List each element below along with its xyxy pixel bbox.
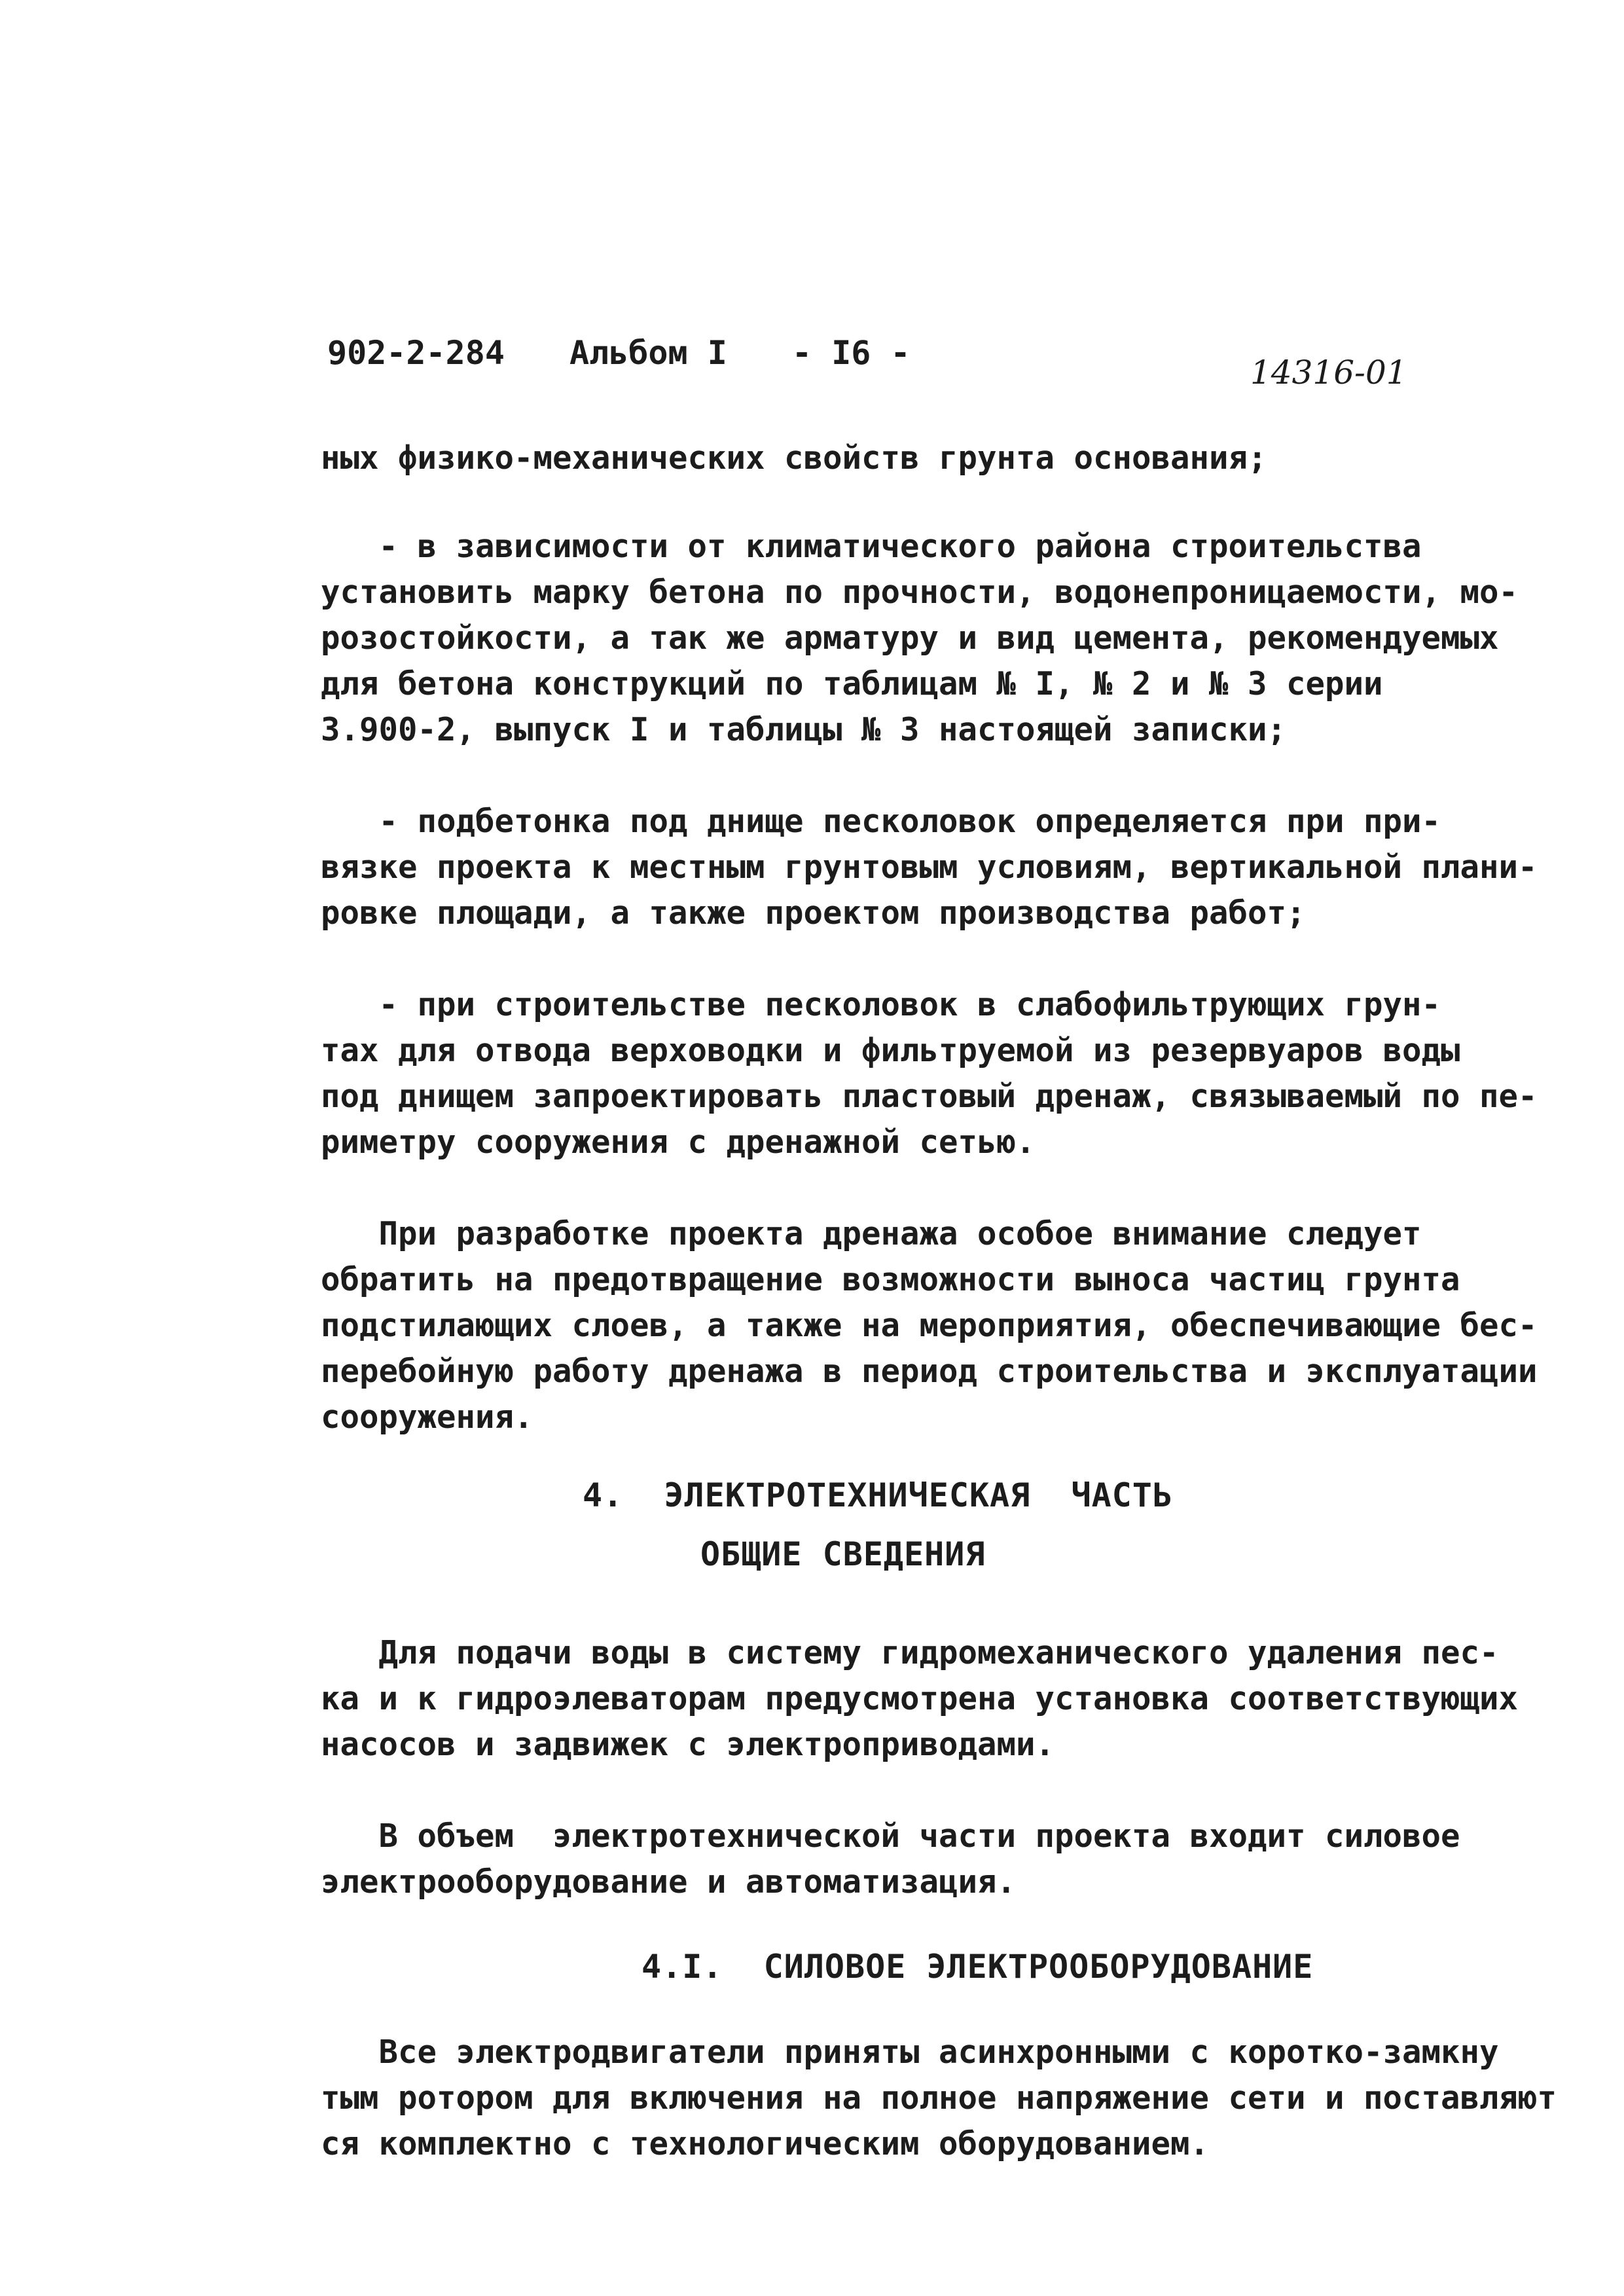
text-line: 3.900-2, выпуск I и таблицы № 3 настоящей записки; xyxy=(321,711,1287,748)
doc-code: 902-2-284 xyxy=(327,334,505,372)
text-line: тым ротором для включения на полное напряжение сети и поставляют xyxy=(321,2079,1557,2117)
text-line: электрооборудование и автоматизация. xyxy=(321,1863,1017,1901)
text-line: перебойную работу дренажа в период строительства и эксплуатации xyxy=(321,1353,1538,1390)
text-line: для бетона конструкций по таблицам № I, № 2 и № 3 серии xyxy=(321,665,1383,702)
section-heading: 4.I. СИЛОВОЕ ЭЛЕКТРООБОРУДОВАНИЕ xyxy=(641,1948,1314,1986)
text-line: В объем электротехнической части проекта входит силовое xyxy=(321,1817,1460,1855)
text-line: - при строительстве песколовок в слабофильтрующих грун- xyxy=(321,986,1441,1023)
text-line: установить марку бетона по прочности, водонепроницаемости, мо- xyxy=(321,574,1519,611)
text-line: розостойкости, а так же арматуру и вид цемента, рекомендуемых xyxy=(321,619,1499,657)
text-line: - в зависимости от климатического района строительства xyxy=(321,528,1422,565)
text-line: подстилающих слоев, а также на мероприятия, обеспечивающие бес- xyxy=(321,1307,1538,1344)
text-line: Для подачи воды в систему гидромеханического удаления пес- xyxy=(321,1634,1499,1671)
text-line: ровке площади, а также проектом производства работ; xyxy=(321,894,1306,932)
text-line: - подбетонка под днище песколовок определяется при при- xyxy=(321,803,1441,840)
text-line: При разработке проекта дренажа особое внимание следует xyxy=(321,1215,1422,1252)
text-line: сооружения. xyxy=(321,1398,533,1436)
text-line: ся комплектно с технологическим оборудованием. xyxy=(321,2125,1210,2162)
album-label: Альбом I xyxy=(569,334,727,372)
text-line: ных физико-механических свойств грунта основания; xyxy=(321,439,1267,477)
text-line: ка и к гидроэлеваторам предусмотрена установка соответствующих xyxy=(321,1680,1519,1717)
text-line: обратить на предотвращение возможности выноса частиц грунта xyxy=(321,1261,1460,1298)
subsection-heading: ОБЩИЕ СВЕДЕНИЯ xyxy=(700,1535,986,1573)
text-line: под днищем запроектировать пластовый дренаж, связываемый по пе- xyxy=(321,1078,1538,1115)
text-line: риметру сооружения с дренажной сетью. xyxy=(321,1123,1036,1161)
text-line: насосов и задвижек с электроприводами. xyxy=(321,1726,1055,1763)
text-line: Все электродвигатели приняты асинхронными с коротко-замкну xyxy=(321,2033,1499,2071)
page-number: - I6 - xyxy=(792,334,911,372)
section-heading: 4. ЭЛЕКТРОТЕХНИЧЕСКАЯ ЧАСТЬ xyxy=(583,1476,1173,1514)
text-line: тах для отвода верховодки и фильтруемой из резервуаров воды xyxy=(321,1032,1460,1069)
doc-number: 14316-01 xyxy=(1250,354,1407,392)
text-line: вязке проекта к местным грунтовым условиям, вертикальной плани- xyxy=(321,848,1538,886)
